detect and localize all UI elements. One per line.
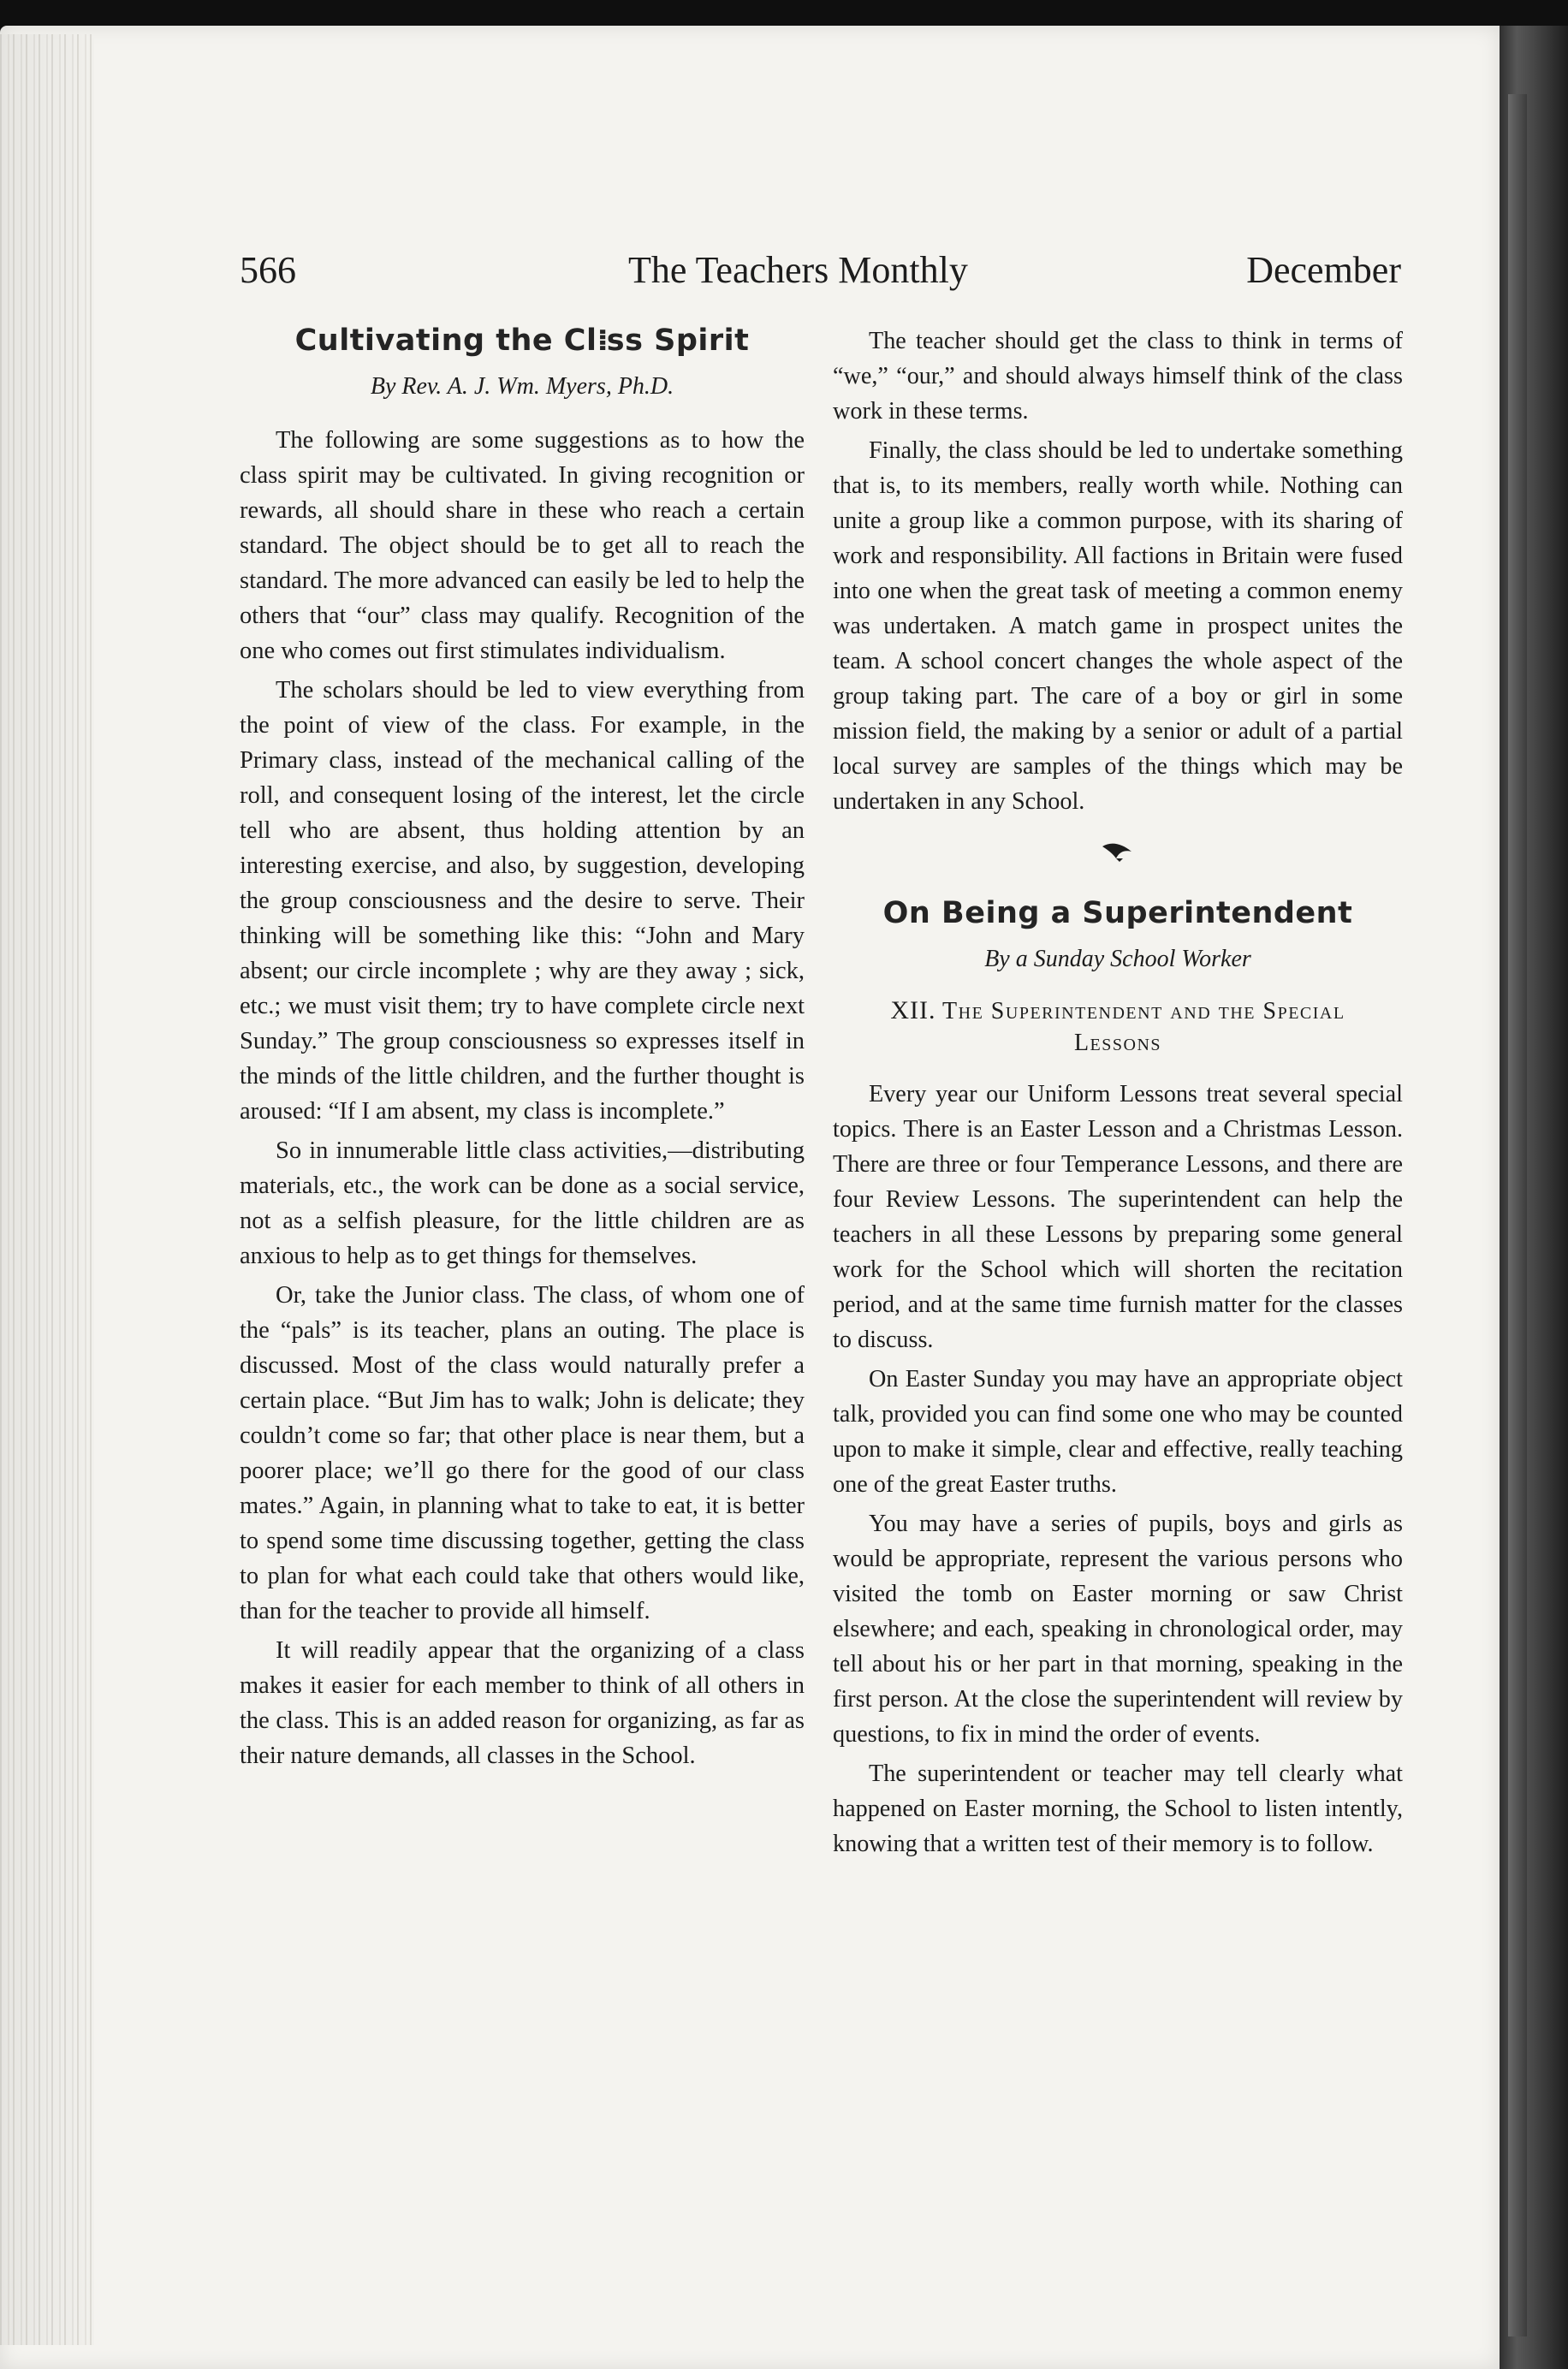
paragraph: The scholars should be led to view everything from the point of view of the class. For example, in the Primary class, instead of the mechanical calling of the roll, and consequent losing of the interest, let the circle tell who are absent, thus holding attention by an interesting exercise, and also, by suggestion, developing the group consciousness and the desire to serve. Their thinking will be something like this: “John and Mary absent; our circle incomplete ; why are they away ; sick, etc.; we must visit them; try to have complete circle next Sunday.” The group consciousness so expresses itself in the minds of the little children, and the further thought is aroused: “If I am absent, my class is incomplete.” [240, 677, 805, 1125]
article-byline: By a Sunday School Worker [984, 946, 1251, 972]
section-heading [833, 995, 1403, 1060]
paragraph: Every year our Uniform Lessons treat several special topics. There is an Easter Lesson and a Christmas Lesson. There are three or four Temperance Lessons, and there are four Review Lessons. The superintendent can help the teachers in all these Lessons by preparing some general work for the School which will shorten the recitation period, and at the same time furnish matter for the classes to discuss. [833, 1081, 1403, 1353]
section-title: The Superintendent and the Special [942, 998, 1345, 1024]
leaf-fleuron-icon [1099, 840, 1137, 864]
paragraph: You may have a series of pupils, boys and girls as would be appropriate, represent the various persons who visited the tomb on Easter morning or saw Christ elsewhere; and each, speaking in chronological order, may tell about his or her part in that morning, speaking in the first person. At the close the superintendent will review by questions, to fix in mind the order of events. [833, 1511, 1403, 1748]
journal-title: The Teachers Monthly [628, 249, 968, 291]
book-binding [1500, 26, 1568, 2369]
paragraph: The teacher should get the class to think in terms of “we,” “our,” and should always himself think of the class work in these terms. [833, 328, 1403, 425]
article-byline: By Rev. A. J. Wm. Myers, Ph.D. [370, 373, 674, 400]
article-title: Cultivating the Cl⁞ss Spirit [294, 324, 750, 358]
article-title: On Being a Superintendent [882, 896, 1353, 930]
page-stack-edges [0, 34, 94, 2345]
right-column [833, 324, 1403, 1866]
paragraph: Or, take the Junior class. The class, of whom one of the “pals” is its teacher, plans an outing. The place is discussed. Most of the class would naturally prefer a certain place. “But Jim has to walk; John is delicate; they couldn’t come so far; that other place is near them, but a poorer place; we’ll go there for the good of our class mates.” Again, in planning what to take to eat, it is better to spend some time discussing together, getting the class to plan for what each could take that others would like, than for the teacher to provide all himself. [240, 1282, 805, 1624]
paragraph: Finally, the class should be led to undertake something that is, to its members, really worth while. Nothing can unite a group like a common purpose, with its sharing of work and responsibility. All factions in Britain were fused into one when the great task of meeting a common enemy was undertaken. A match game in prospect unites the team. A school concert changes the whole aspect of the group taking part. The care of a boy or girl in some mission field, the making by a senior or adult of a partial local survey are samples of the things which may be undertaken in any School. [833, 437, 1403, 815]
paragraph: The superintendent or teacher may tell clearly what happened on Easter morning, the School to listen intently, knowing that a written test of their memory is to follow. [833, 1760, 1403, 1857]
paragraph: On Easter Sunday you may have an appropriate object talk, provided you can find some one who may be counted upon to make it simple, clear and effective, really teaching one of the great Easter truths. [833, 1366, 1403, 1498]
paragraph: The following are some suggestions as to how the class spirit may be cultivated. In giving recognition or rewards, all should share in these who reach a certain standard. The object should be to get all to reach the standard. The more advanced can easily be led to help the others that “our” class may qualify. Recognition of the one who comes out first stimulates individualism. [240, 427, 805, 664]
left-column [240, 324, 805, 1778]
section-numeral: XII. [890, 996, 936, 1024]
paragraph: So in innumerable little class activities,—distributing materials, etc., the work can be done as a social service, not as a selfish pleasure, for the little children are as anxious to help as to get things for themselves. [240, 1137, 805, 1269]
section-title-continued: Lessons [1073, 1030, 1162, 1056]
issue-month: December [1246, 249, 1401, 291]
running-head [0, 248, 1500, 300]
page-number: 566 [240, 249, 296, 291]
paragraph: It will readily appear that the organizing of a class makes it easier for each member to think of all others in the class. This is an added reason for organizing, as far as their nature demands, all classes in the School. [240, 1637, 805, 1769]
